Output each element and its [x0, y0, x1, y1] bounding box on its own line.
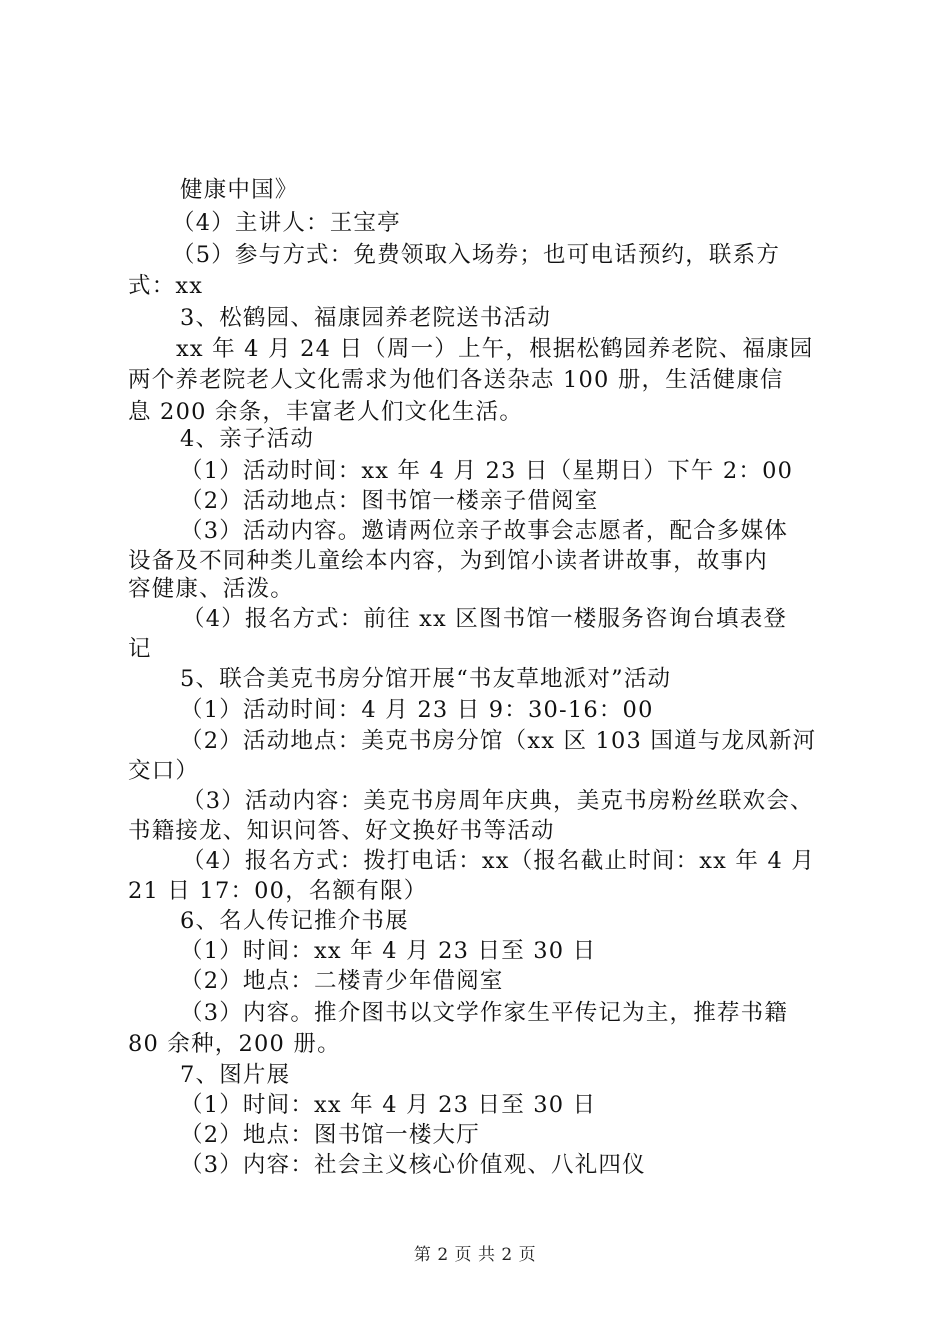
text-line: 两个养老院老人文化需求为他们各送杂志 100 册，生活健康信 — [128, 367, 784, 393]
text-line: xx 年 4 月 24 日（周一）上午，根据松鹤园养老院、福康园 — [176, 336, 814, 362]
text-line: （3）活动内容。邀请两位亲子故事会志愿者，配合多媒体 — [180, 518, 789, 544]
text-line: （3）内容。推介图书以文学作家生平传记为主，推荐书籍 — [180, 1000, 789, 1026]
text-line: 21 日 17：00，名额有限） — [128, 878, 428, 904]
text-line: 交口） — [128, 758, 200, 784]
text-line: 健康中国》 — [180, 177, 299, 203]
text-line: 式：xx — [128, 273, 204, 299]
text-line: （4）报名方式：拨打电话：xx（报名截止时间：xx 年 4 月 — [182, 848, 816, 874]
text-line: （2）活动地点：美克书房分馆（xx 区 103 国道与龙凤新河 — [180, 728, 817, 754]
text-line: （4）主讲人：王宝亭 — [172, 210, 401, 236]
text-line: 容健康、活泼。 — [128, 576, 294, 602]
section-heading: 4、亲子活动 — [180, 426, 315, 452]
page-footer: 第 2 页 共 2 页 — [413, 1245, 537, 1265]
text-line: 记 — [128, 636, 152, 662]
text-line: 80 余种，200 册。 — [128, 1031, 341, 1057]
section-heading: 5、联合美克书房分馆开展“书友草地派对”活动 — [180, 666, 672, 692]
text-line: 设备及不同种类儿童绘本内容，为到馆小读者讲故事，故事内 — [128, 548, 768, 574]
text-line: （2）地点：图书馆一楼大厅 — [180, 1122, 480, 1148]
text-line: （1）时间：xx 年 4 月 23 日至 30 日 — [180, 938, 597, 964]
text-line: （1）活动时间：xx 年 4 月 23 日（星期日）下午 2：00 — [180, 458, 794, 484]
text-line: 息 200 余条，丰富老人们文化生活。 — [128, 399, 524, 425]
text-line: （3）内容：社会主义核心价值观、八礼四仪 — [180, 1152, 646, 1178]
text-line: （2）地点：二楼青少年借阅室 — [180, 968, 504, 994]
section-heading: 7、图片展 — [180, 1062, 291, 1088]
text-line: （4）报名方式：前往 xx 区图书馆一楼服务咨询台填表登 — [182, 606, 788, 632]
text-line: （1）时间：xx 年 4 月 23 日至 30 日 — [180, 1092, 597, 1118]
text-line: 书籍接龙、知识问答、好文换好书等活动 — [128, 818, 555, 844]
text-line: （1）活动时间：4 月 23 日 9：30-16：00 — [180, 697, 654, 723]
text-line: （3）活动内容：美克书房周年庆典，美克书房粉丝联欢会、 — [182, 788, 814, 814]
text-line: （5）参与方式：免费领取入场券；也可电话预约，联系方 — [172, 242, 781, 268]
section-heading: 3、松鹤园、福康园养老院送书活动 — [180, 305, 552, 331]
text-line: （2）活动地点：图书馆一楼亲子借阅室 — [180, 488, 599, 514]
section-heading: 6、名人传记推介书展 — [180, 908, 409, 934]
